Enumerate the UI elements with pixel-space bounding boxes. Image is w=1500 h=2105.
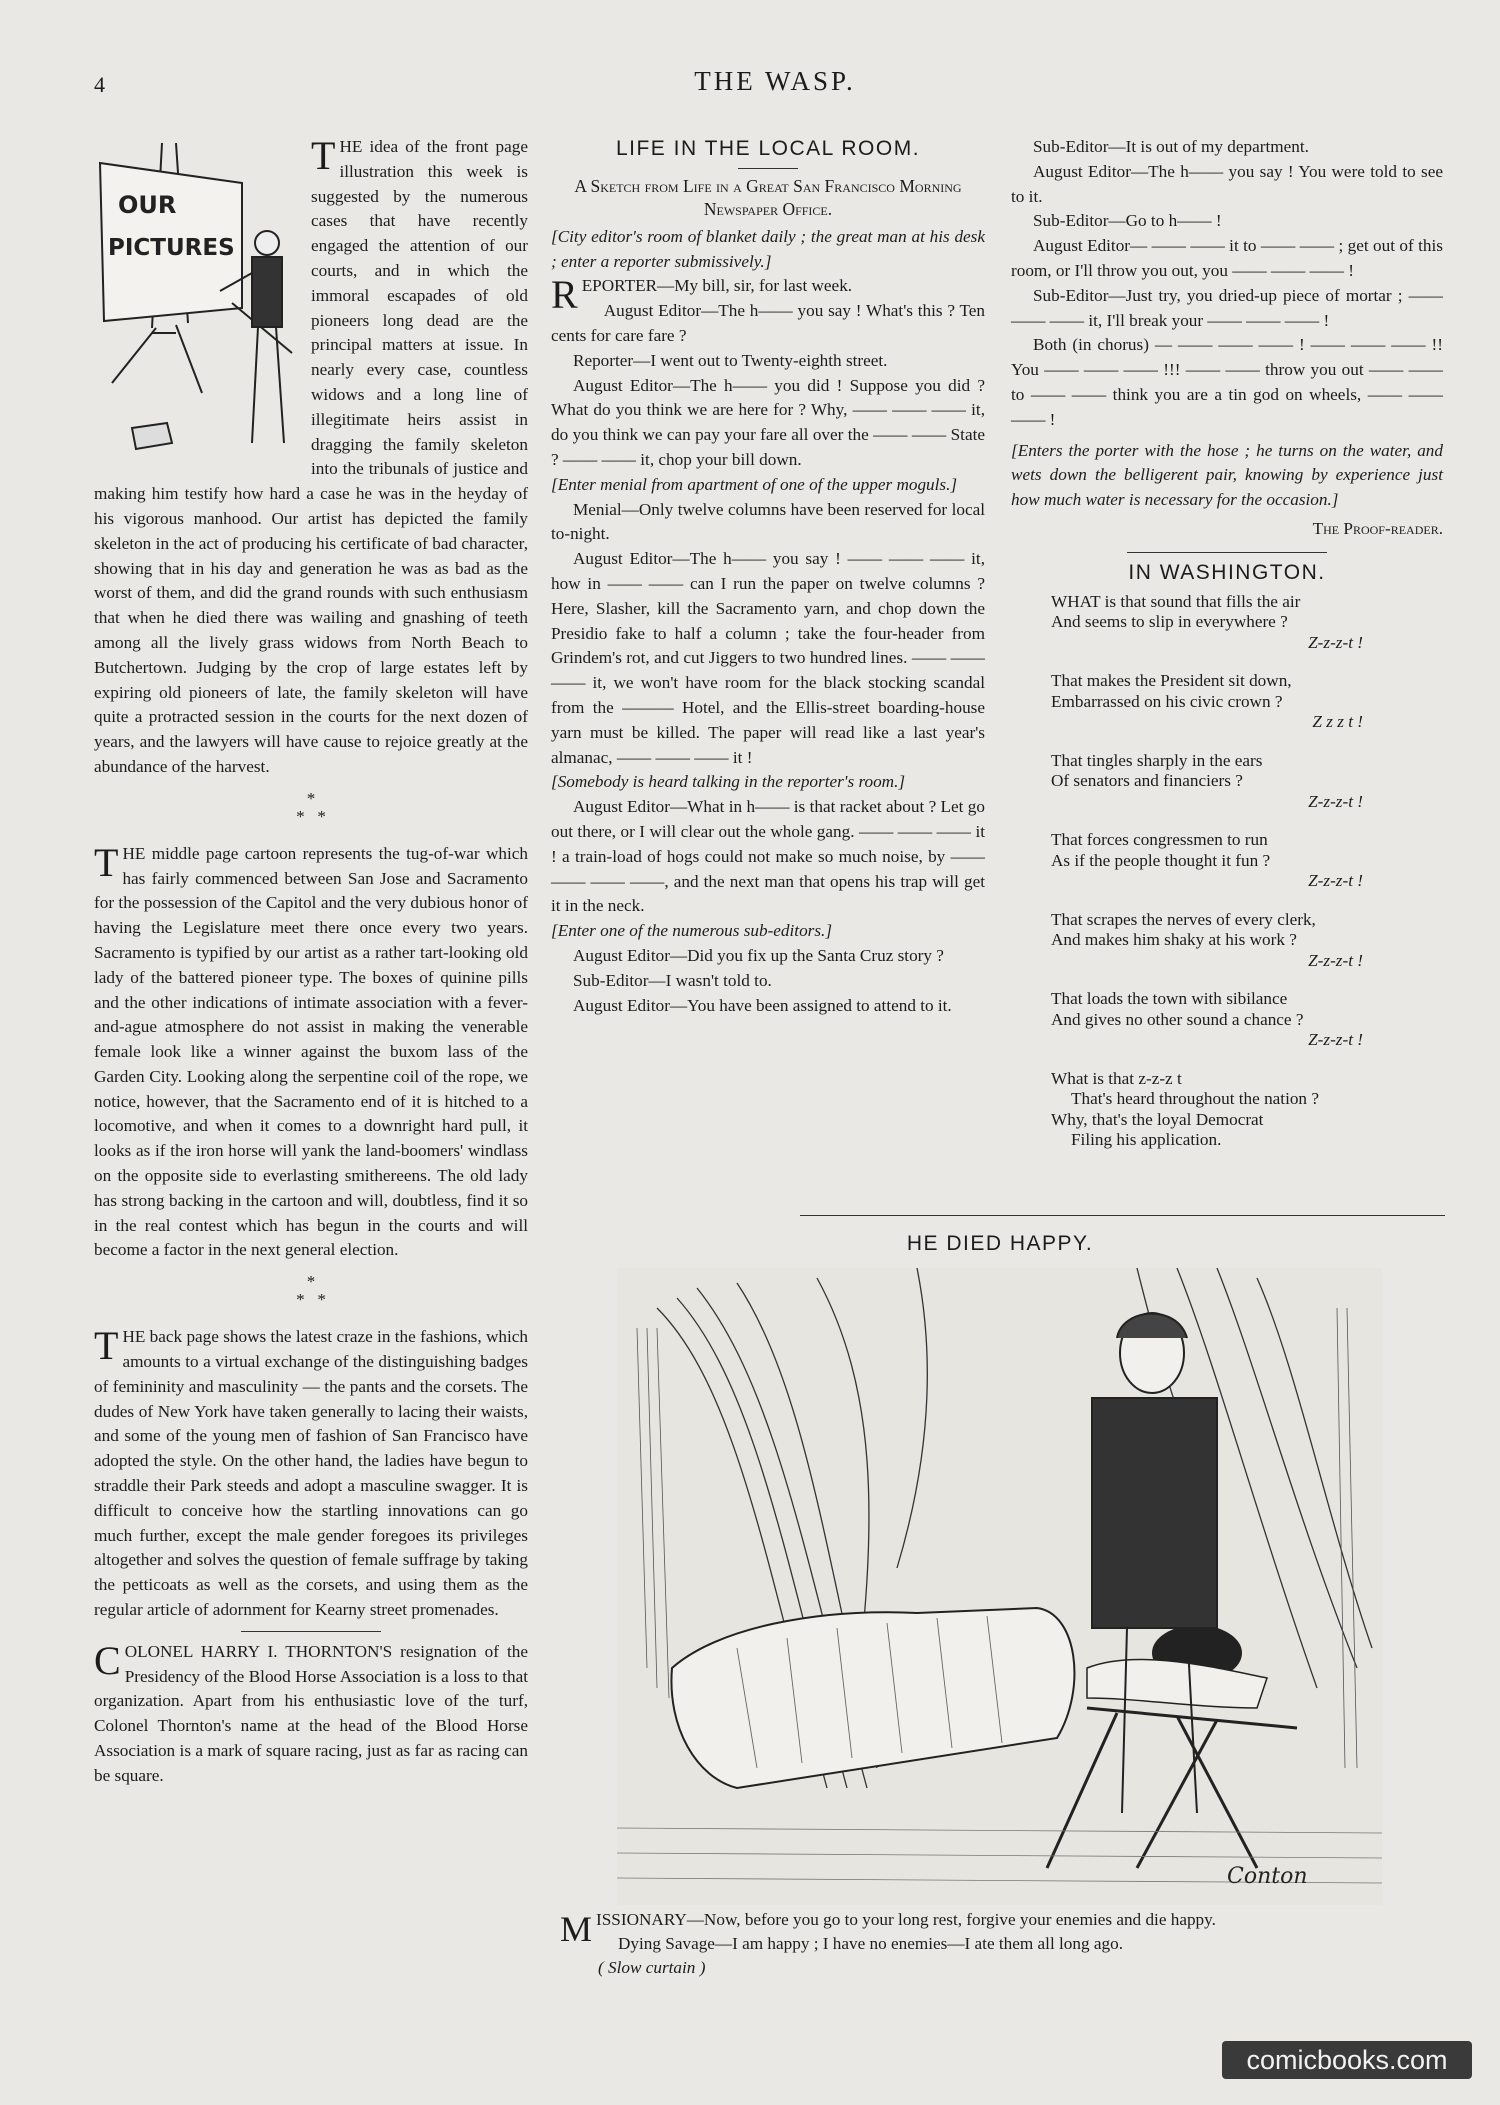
poem-stanza — [1051, 989, 1443, 1051]
poem-line: And gives no other sound a chance ? — [1051, 1009, 1304, 1029]
poem-line: And makes him shaky at his work ? — [1051, 930, 1297, 950]
cartoon-title: HE DIED HAPPY. — [906, 1232, 1094, 1255]
section-subtitle: A Sketch from Life in a Great San Francisco Morning Newspaper Office. — [574, 175, 962, 219]
continuation-column — [1011, 135, 1443, 1169]
dialogue-line: Reporter—I went out to Twenty-eighth street. — [573, 350, 888, 370]
dialogue-line: August Editor—Did you fix up the Santa Cruz story ? — [573, 945, 944, 965]
poem-title: IN WASHINGTON. — [1128, 560, 1326, 584]
dialogue-line: Both (in chorus) — —— —— —— ! —— —— —— !! You —— —— —— !!! —— —— throw you out —— —— to —— —— think you are a tin god on wheels, —— —— —— ! — [1011, 335, 1443, 429]
poem-line: That loads the town with sibilance — [1051, 989, 1288, 1009]
dropcap: M — [560, 1909, 593, 1949]
dialogue-line: August Editor—The h—— you say ! —— —— —— it, how in —— —— can I run the paper on twelve columns ? Here, Slasher, kill the Sacramento yarn, and chop down the Presidio fake to half a column ; take the four-header from Grindem's rot, and cut Jiggers to two hundred lines. —— —— —— it, we won't have room for the black stocking scandal from the ——— Hotel, and the Ellis-street boarding-house yarn must be killed. The paper will read like a last year's almanac, —— —— —— it ! — [551, 549, 985, 767]
poem — [1051, 592, 1443, 1151]
dropcap: C — [94, 1637, 121, 1683]
caption-line: Dying Savage—I am happy ; I have no enemies—I ate them all long ago. — [618, 1934, 1123, 1953]
article-front-page: HE idea of the front page illustration this week is suggested by the numerous cases that have recently engaged the attention of our courts, and in which the immoral escapades of old pioneers long dead are the principal matters at issue. In nearly every case, countless widows and a long line of illegitimate heirs assist in dragging the family skeleton into the tribunals of justice and making him testify how hard a case he was in the heyday of his vigorous manhood. Our artist has depicted the family skeleton in the act of producing his certificate of bad character, showing that in his day and generation he was as bad as the worst of them, and did the grand rounds with such enthusiasm that when he died there was wailing and gnashing of teeth among all the lively grass widows from North Beach to Butchertown. Judging by the crop of large estates left by expiring old pioneers of late, the family skeleton will have quite a protracted session in the courts for the next dozen of years, and the lawyers will have cause to rejoice greatly at the abundance of the harvest. — [94, 137, 528, 776]
section-stars: * * * — [296, 788, 326, 826]
section-title: LIFE IN THE LOCAL ROOM. — [615, 137, 921, 160]
dialogue-line: Sub-Editor—It is out of my department. — [1033, 137, 1309, 156]
divider — [241, 1631, 381, 1632]
artist-signature: Conton — [1227, 1864, 1308, 1889]
editorial-column — [94, 135, 528, 1789]
dialogue-line: August Editor—The h—— you did ! Suppose you did ? What do you think we are here for ? Why, —— —— —— it, do you think we can pay your fare all over the —— —— State ? —— —— it, chop your bill down. — [551, 375, 985, 469]
article-back-page: HE back page shows the latest craze in the fashions, which amounts to a virtual exchange of the distinguishing badges of femininity and masculinity — the pants and the corsets. The dudes of New York have taken generally to lacing their waists, and some of the young men of fashion of San Francisco have adopted the style. On the other hand, the ladies have begun to straddle their Park steeds and adopt a masculine swagger. It is difficult to conceive how the startling innovations can go much further, except the male gender foregoes its privileges altogether and solves the question of female suffrage by taking the petticoats as well as the corsets, and using them as the regular article of adornment for Kearny street promenades. — [94, 1327, 528, 1620]
poem-line: Of senators and financiers ? — [1051, 771, 1243, 791]
poem-stanza — [1051, 910, 1443, 972]
poem-line: That forces congressmen to run — [1051, 830, 1268, 850]
poem-line: Why, that's the loyal Democrat — [1051, 1109, 1264, 1129]
poem-line: That makes the President sit down, — [1051, 671, 1292, 691]
signature: The Proof-reader. — [1312, 518, 1443, 538]
poem-line: Filing his application. — [1071, 1130, 1222, 1150]
poem-line: As if the people thought it fun ? — [1051, 850, 1271, 870]
dropcap: T — [94, 839, 119, 885]
poem-line: What is that z-z-z t — [1051, 1068, 1182, 1088]
poem-stanza — [1051, 671, 1443, 733]
sign-text-our: OUR — [118, 191, 177, 219]
divider — [738, 168, 798, 169]
dialogue-line: Sub-Editor—Just try, you dried-up piece of mortar ; —— —— —— it, I'll break your —— —— —— ! — [1011, 285, 1443, 330]
masthead: THE WASP. — [694, 66, 856, 96]
poem-refrain: Z-z-z-t ! — [1308, 950, 1363, 970]
dialogue-line: Sub-Editor—I wasn't told to. — [573, 970, 772, 990]
section-stars: * * * — [296, 1272, 326, 1310]
dialogue-line: August Editor—The h—— you say ! You were told to see to it. — [1011, 161, 1443, 206]
dropcap: T — [94, 1323, 119, 1369]
he-died-happy-cartoon — [617, 1268, 1382, 1905]
article-thornton: OLONEL HARRY I. THORNTON'S resignation of the Presidency of the Blood Horse Association is a loss to that organization. Apart from his enthusiastic love of the turf, Colonel Thornton's name at the head of the Blood Horse Association is a mark of square racing, just as far as racing can be square. — [94, 1641, 528, 1785]
dialogue-line: EPORTER—My bill, sir, for last week. — [581, 276, 853, 296]
poem-stanza — [1051, 751, 1443, 813]
article-middle-page: HE middle page cartoon represents the tug-of-war which has fairly commenced between San Jose and Sacramento for the possession of the Capitol and the very dubious honor of having the Legislature meet there once every two years. Sacramento is typified by our artist as a rather tart-looking old lady of the battered pioneer type. The boxes of quinine pills and the other indications of intimate association with a fever-and-ague atmosphere do not assist in making the venerable female look like a winner against the buxom lass of the Garden City. Looking along the serpentine coil of the rope, we notice, however, that the Sacramento end of it is hitched to a locomotive, and when it comes to a downright hard pull, it looks as if the iron horse will yank the land-boomers' windlass on the opposite side to everlasting smithereens. The old lady has strong backing in the cartoon and will, doubtless, find it so in the real contest which has begun in the courts and will become a factor in the next general election. — [94, 843, 528, 1260]
poem-refrain: Z-z-z-t ! — [1308, 632, 1363, 652]
poem-line: Embarrassed on his civic crown ? — [1051, 691, 1283, 711]
divider — [800, 1215, 1445, 1216]
stage-direction: [Enters the porter with the hose ; he turns on the water, and wets down the belligerent pair, knowing by experience just how much water is necessary for the occasion.] — [1011, 440, 1443, 510]
divider — [1127, 552, 1327, 553]
dialogue-line: August Editor—You have been assigned to attend to it. — [573, 995, 952, 1015]
local-room-column — [551, 135, 985, 1018]
poem-line: That's heard throughout the nation ? — [1071, 1089, 1319, 1109]
dropcap: R — [551, 272, 578, 318]
poem-stanza — [1051, 830, 1443, 892]
site-watermark: comicbooks.com — [1222, 2041, 1472, 2079]
dialogue-line: August Editor—What in h—— is that racket about ? Let go out there, or I will clear out the whole gang. —— —— —— it ! a train-load of hogs could not make so much noise, by —— —— —— ——, and the next man that opens his trap will get it in the neck. — [551, 797, 985, 916]
our-pictures-illustration — [92, 143, 297, 465]
sign-text-pictures: PICTURES — [108, 235, 235, 261]
poem-refrain: Z-z-z-t ! — [1308, 1030, 1363, 1050]
cartoon-caption — [560, 1908, 1390, 1980]
poem-refrain: Z-z-z-t ! — [1308, 871, 1363, 891]
dialogue-line: August Editor—The h—— you say ! What's this ? Ten cents for care fare ? — [551, 301, 985, 345]
dropcap: T — [311, 133, 336, 178]
dialogue-line: August Editor— —— —— it to —— —— ; get out of this room, or I'll throw you out, you —— —— —— ! — [1011, 236, 1443, 280]
dialogue-line: Sub-Editor—Go to h—— ! — [1033, 211, 1222, 231]
poem-line: And seems to slip in everywhere ? — [1051, 612, 1288, 632]
stage-direction: [City editor's room of blanket daily ; the great man at his desk ; enter a reporter submissively.] — [551, 226, 985, 271]
poem-refrain: Z-z-z-t ! — [1308, 791, 1363, 811]
stage-direction: [Enter one of the numerous sub-editors.] — [551, 921, 833, 941]
poem-line: That tingles sharply in the ears — [1051, 750, 1263, 770]
caption-line: ( Slow curtain ) — [598, 1958, 706, 1977]
poem-refrain: Z z z t ! — [1312, 712, 1363, 732]
poem-line: WHAT is that sound that fills the air — [1051, 591, 1301, 611]
stage-direction: [Somebody is heard talking in the reporter's room.] — [551, 772, 906, 792]
caption-line: ISSIONARY—Now, before you go to your long rest, forgive your enemies and die happy. — [596, 1910, 1216, 1929]
poem-final-stanza — [1051, 1069, 1443, 1151]
dialogue-line: Menial—Only twelve columns have been reserved for local to-night. — [551, 499, 985, 544]
stage-direction: [Enter menial from apartment of one of the upper moguls.] — [551, 474, 958, 494]
poem-stanza — [1051, 592, 1443, 654]
poem-line: That scrapes the nerves of every clerk, — [1051, 909, 1316, 929]
page-number: 4 — [94, 72, 105, 97]
